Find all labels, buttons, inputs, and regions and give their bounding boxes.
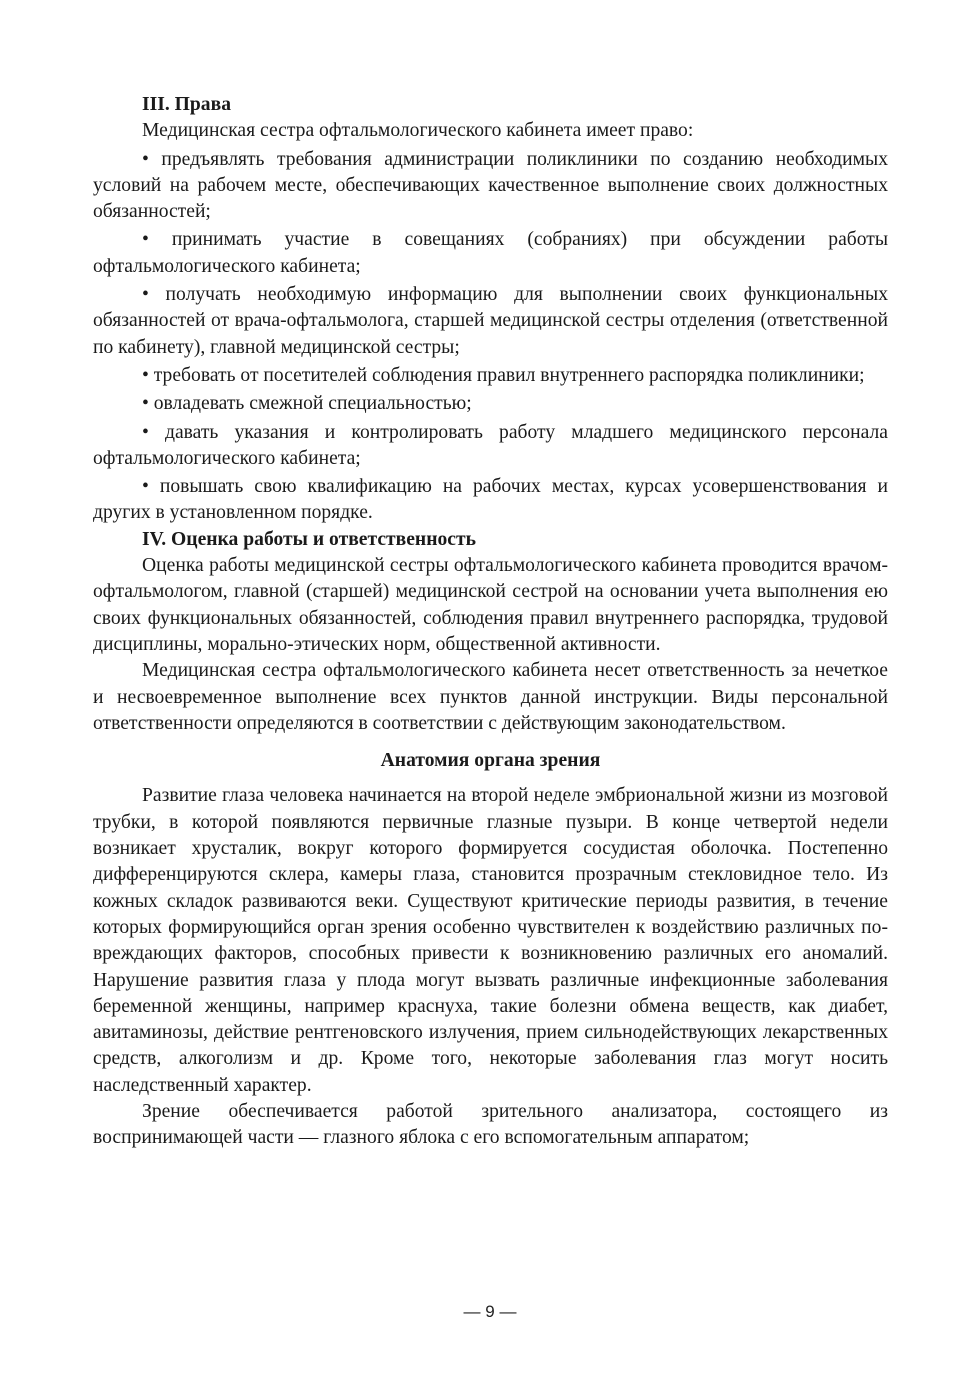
list-item: • принимать участие в совещаниях (собраниях) при обсуждении работы офтальмологического кабинета; [93, 229, 888, 277]
list-item: • получать необходимую информацию для выполнении своих функциональных обязанностей от врача-офтальмолога, старшей медицинской сестры отделения (ответственной по кабинету), главной медицинской сестры; [93, 284, 888, 358]
document-page [93, 92, 888, 1152]
section-3-heading: III. Права [142, 94, 231, 115]
list-item: • повышать свою квалификацию на рабочих местах, курсах усовершенствования и других в установленном порядке. [93, 476, 888, 524]
list-item: • требовать от посетителей соблюдения правил внутреннего распорядка поликлиники; [142, 364, 865, 386]
anatomy-title: Анатомия органа зрения [380, 750, 601, 772]
section-4-heading: IV. Оценка работы и ответственность [142, 528, 476, 550]
section-3-intro: Медицинская сестра офтальмологического кабинета имеет право: [142, 120, 694, 142]
list-item: • овладевать смежной специальностью; [142, 393, 472, 415]
list-item: • предъявлять требования администрации поликлиники по созданию необходимых условий на рабочем месте, обеспечивающих качественное выполнение своих должностных обязанностей; [93, 148, 888, 223]
paragraph: Медицинская сестра офтальмологического кабинета несет ответственность за нечеткое и несвоевременное выполнение всех пунктов данной инструкции. Виды персональной ответственности определяются в соответствии с действующим законодательством. [93, 660, 888, 734]
paragraph: Зрение обеспечивается работой зрительного анализатора, состоящего из воспринимающей части — глазного яблока с его вспомогательным аппаратом; [93, 1100, 888, 1149]
list-item: • давать указания и контролировать работу младшего медицинского персонала офтальмологического кабинета; [93, 421, 888, 469]
paragraph: Развитие глаза человека начинается на второй неделе эмбриональной жизни из мозговой трубки, в которой появляются первичные глазные пузыри. В конце четвертой недели возникает хрусталик, вокруг которого формируется сосудистая оболочка. Постепенно дифференцируются склера, камеры глаза, становится прозрачным стекловидное тело. Из кожных складок развиваются веки. Существуют критические периоды развития, в течение которых формирующийся орган зрения особенно чувствителен к воздействию различных повреждающих факторов, способных привести к возникновению различных его аномалий. Нарушение развития глаза у плода могут вызвать различные инфекционные заболевания беременной женщины, например краснуха, такие болезни обмена веществ, как диабет, авитаминозы, действие рентгеновского излучения, прием сильнодействующих лекарственных средств, алкоголизм и др. Кроме того, некоторые заболевания глаз могут носить наследственный характер. [93, 785, 888, 1096]
page-number: — 9 — [463, 1302, 517, 1321]
paragraph: Оценка работы медицинской сестры офтальмологического кабинета проводится врачом-офтальмологом, главной (старшей) медицинской сестрой на основании учета выполнения ею своих функциональных обязанностей, соблюдения правил внутреннего распорядка, трудовой дисциплины, морально-этических норм, общественной активности. [93, 555, 888, 655]
